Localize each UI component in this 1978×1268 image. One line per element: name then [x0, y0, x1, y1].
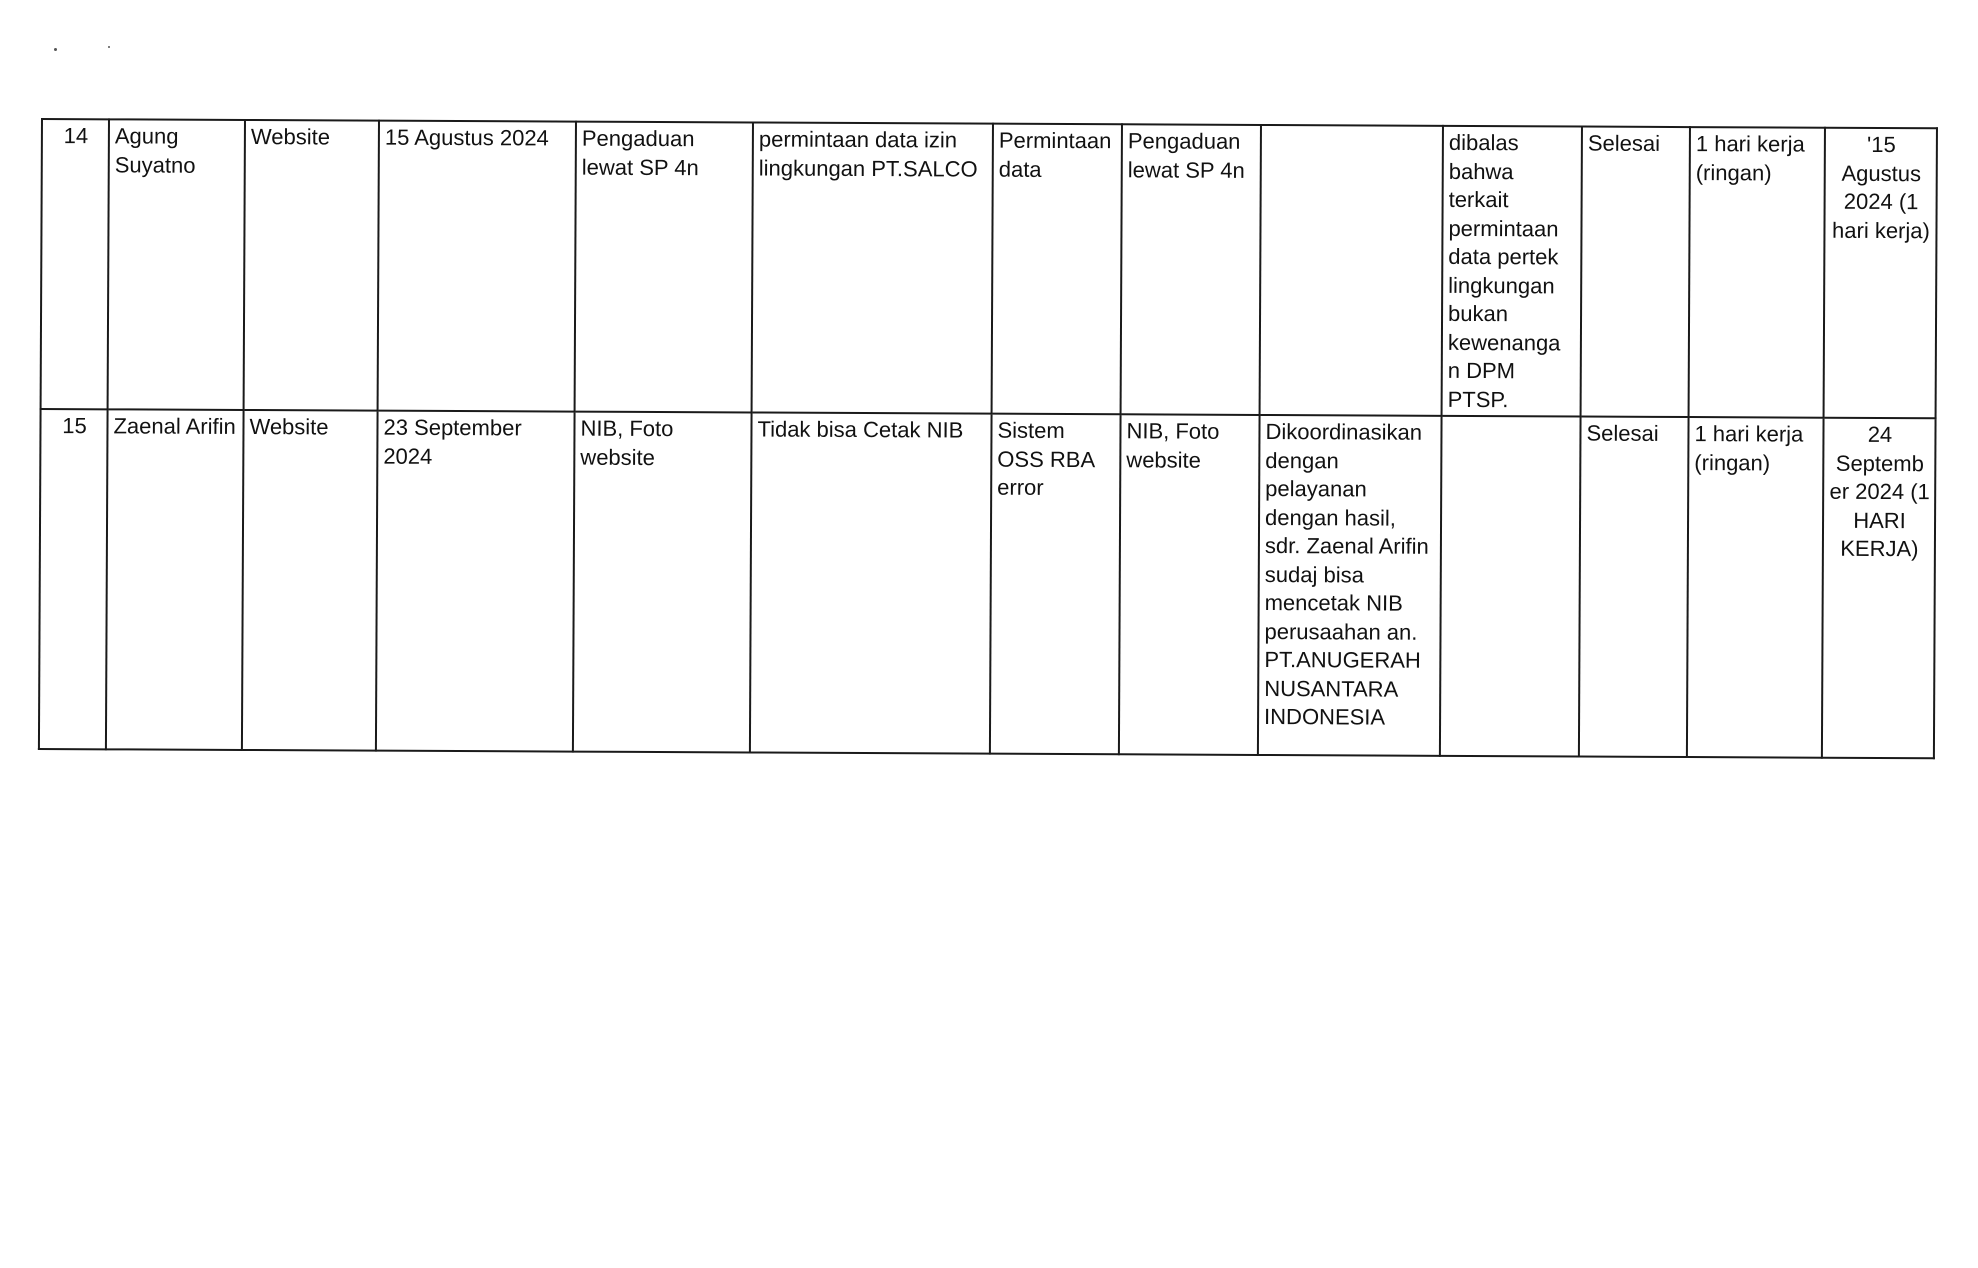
document-sheet: [38, 118, 1936, 759]
cell-evidence: Pengaduan lewat SP 4n: [575, 122, 753, 413]
cell-number: 15: [39, 409, 108, 749]
cell-name: Zaenal Arifin: [106, 409, 244, 750]
cell-complaint: permintaan data izin lingkungan PT.SALCO: [752, 122, 993, 413]
cell-evidence: NIB, Foto website: [573, 412, 752, 753]
cell-status: Selesai: [1581, 127, 1690, 418]
cell-response: dibalas bahwa terkait permintaan data pertek lingkungan bukan kewenanga n DPM PTSP.: [1442, 126, 1582, 417]
table-row: [39, 409, 1936, 758]
cell-followup: [1260, 125, 1443, 416]
table-row: [41, 119, 1937, 418]
cell-number: 14: [41, 119, 109, 409]
cell-date: 15 Agustus 2024: [378, 121, 576, 412]
scan-speck: [54, 48, 57, 51]
cell-sla: 1 hari kerja (ringan): [1689, 127, 1825, 418]
cell-date: 23 September 2024: [376, 411, 575, 752]
cell-channel: Website: [244, 120, 379, 411]
cell-supporting: NIB, Foto website: [1119, 414, 1260, 755]
cell-response: [1440, 416, 1581, 757]
complaints-table: [38, 118, 1938, 759]
cell-category: Sistem OSS RBA error: [990, 414, 1121, 755]
cell-sla: 1 hari kerja (ringan): [1687, 417, 1824, 758]
cell-completed: '15 Agustus 2024 (1 hari kerja): [1824, 128, 1937, 419]
cell-supporting: Pengaduan lewat SP 4n: [1121, 124, 1261, 415]
cell-status: Selesai: [1579, 417, 1689, 758]
scan-speck: [108, 46, 110, 48]
cell-channel: Website: [242, 410, 378, 751]
cell-completed: 24 Septemb er 2024 (1 HARI KERJA): [1822, 418, 1936, 759]
cell-complaint: Tidak bisa Cetak NIB: [750, 412, 992, 753]
cell-name: Agung Suyatno: [108, 119, 245, 410]
cell-category: Permintaan data: [992, 124, 1122, 415]
cell-followup: Dikoordinasikan dengan pelayanan dengan hasil, sdr. Zaenal Arifin sudaj bisa mencetak NIB perusaahan an. PT.ANUGERAH NUSANTARA INDONESIA: [1258, 415, 1442, 756]
